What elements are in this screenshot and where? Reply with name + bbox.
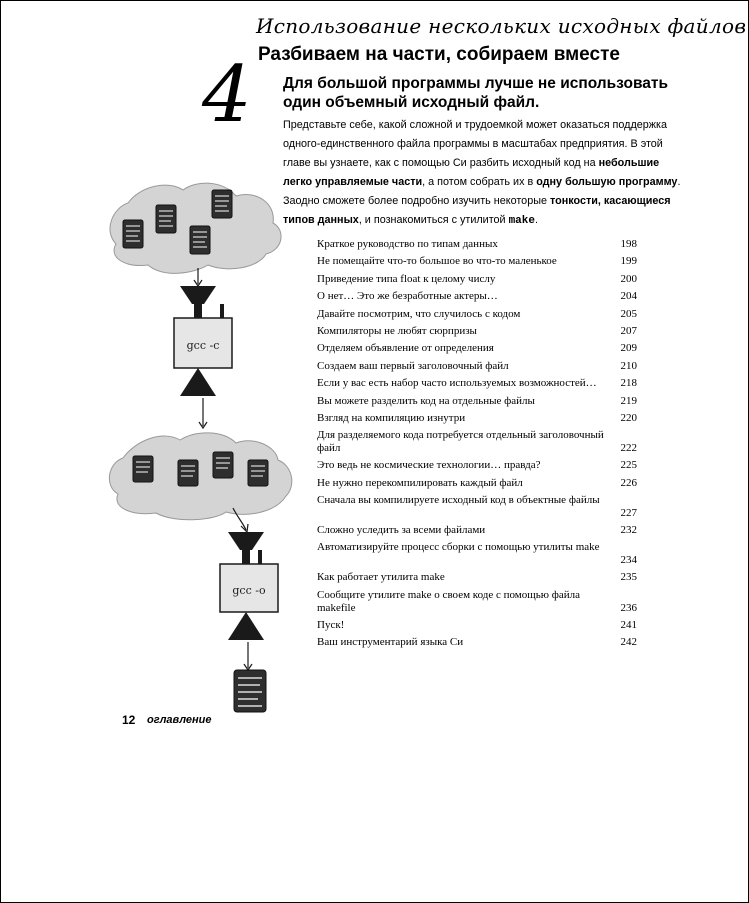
toc-entry-title: Сложно уследить за всеми файлами [317,524,486,537]
toc-entry-page: 219 [620,394,637,407]
toc-entry-title: Давайте посмотрим, что случилось с кодом [317,307,521,320]
compiler-label-1: gcc -c [186,339,220,352]
toc-entry-title: Взгляд на компиляцию изнутри [317,411,466,424]
toc-entry [317,255,637,272]
compiler-label-2: gcc -o [232,584,266,597]
intro-bold-1: небольшие легко управляемые части [283,157,660,188]
toc-entry [317,360,637,377]
arrow-2 [199,398,207,428]
toc-entry-page: 222 [620,442,637,455]
toc-entry [317,524,637,541]
toc-entry-title: Отделяем объявление от определения [317,342,494,355]
toc-entry [317,589,637,619]
toc-entry-page: 199 [620,255,637,268]
toc-entry-page: 209 [620,342,637,355]
intro-text-4: , и познакомиться с утилитой [358,214,509,226]
toc-entry-page: 225 [620,459,637,472]
toc-entry [317,238,637,255]
build-process-illustration [108,168,298,718]
table-of-contents [317,238,637,654]
toc-entry-page: 204 [620,290,637,303]
toc-entry-page: 207 [620,324,637,337]
toc-entry [317,619,637,636]
intro-code-make: make [508,215,535,227]
toc-entry-page: 234 [620,554,637,567]
intro-text-3: . Заодно сможете более подробно изучить некоторые [283,176,681,207]
intro-lead: Для большой программы лучше не использовать один объемный исходный файл. [283,75,669,111]
footer-label: оглавление [147,714,212,726]
intro-bold-3: тонкости, касающиеся типов данных [283,195,671,226]
object-files-cloud [109,433,291,520]
toc-entry [317,541,637,571]
toc-entry-title: Краткое руководство по типам данных [317,238,498,250]
compiler-machine-2 [220,532,278,640]
toc-entry-title: Если у вас есть набор часто используемых возможностей… [317,377,597,390]
page-number: 12 [122,713,136,727]
intro-text-1: Представьте себе, какой сложной и трудоемкой может оказаться поддержка одного-единственного файла программы в масштабах предприятия. В этой главе вы узнаете, как с помощью Си разбить исходный код на [283,119,667,169]
toc-entry [317,477,637,494]
toc-entry-title: Компиляторы не любят сюрпризы [317,324,477,337]
intro-text-2: , а потом собрать их в [422,176,537,188]
toc-entry-title: Сначала вы компилируете исходный код в объектные файлы [317,494,600,507]
toc-entry-title: Не нужно перекомпилировать каждый файл [317,476,523,489]
toc-entry [317,571,637,588]
executable-file [234,670,266,712]
toc-entry [317,342,637,359]
toc-entry-page: 235 [620,571,637,584]
arrow-4 [244,642,252,670]
toc-entry-page: 232 [620,524,637,537]
toc-entry [317,412,637,429]
toc-entry-page: 241 [620,618,637,631]
toc-entry [317,395,637,412]
toc-entry [317,308,637,325]
toc-entry [317,459,637,476]
source-files-cloud-1 [110,183,281,273]
toc-entry-page: 220 [620,411,637,424]
toc-entry-title: Сообщите утилите make о своем коде с помощью файла makefile [317,588,580,614]
toc-entry-title: Как работает утилита make [317,571,445,584]
chapter-title: Использование нескольких исходных файлов [256,14,747,38]
toc-entry-page: 210 [620,359,637,372]
compiler-machine-1 [174,286,232,396]
toc-entry [317,636,637,653]
toc-entry [317,494,637,524]
toc-entry [317,273,637,290]
chapter-subtitle: Разбиваем на части, собираем вместе [258,44,620,65]
toc-entry-page: 205 [620,307,637,320]
toc-entry-title: Ваш инструментарий языка Си [317,636,464,649]
toc-entry [317,325,637,342]
toc-entry-page: 198 [620,238,637,250]
toc-entry-page: 200 [620,272,637,285]
toc-entry-page: 226 [620,476,637,489]
toc-entry [317,290,637,307]
intro-paragraph [283,116,683,231]
toc-entry-page: 236 [620,601,637,614]
toc-entry-title: Это ведь не космические технологии… правда? [317,459,541,472]
toc-entry-title: Создаем ваш первый заголовочный файл [317,359,509,372]
toc-entry-title: Для разделяемого кода потребуется отдельный заголовочный файл [317,429,604,455]
toc-entry-title: Вы можете разделить код на отдельные файлы [317,394,535,407]
toc-entry-page: 242 [620,636,637,649]
toc-entry-title: Приведение типа float к целому числу [317,272,496,285]
intro-bold-2: одну большую программу [536,176,678,188]
toc-entry [317,429,637,459]
toc-entry-title: Пуск! [317,618,345,631]
intro-text-5: . [534,214,538,226]
toc-entry [317,377,637,394]
toc-entry-page: 218 [620,377,637,390]
toc-entry-page: 227 [620,507,637,520]
chapter-number: 4 [202,50,252,140]
toc-entry-title: О нет… Это же безработные актеры… [317,290,498,303]
toc-entry-title: Автоматизируйте процесс сборки с помощью утилиты make [317,541,600,554]
toc-entry-title: Не помещайте что-то большое во что-то маленькое [317,255,557,268]
